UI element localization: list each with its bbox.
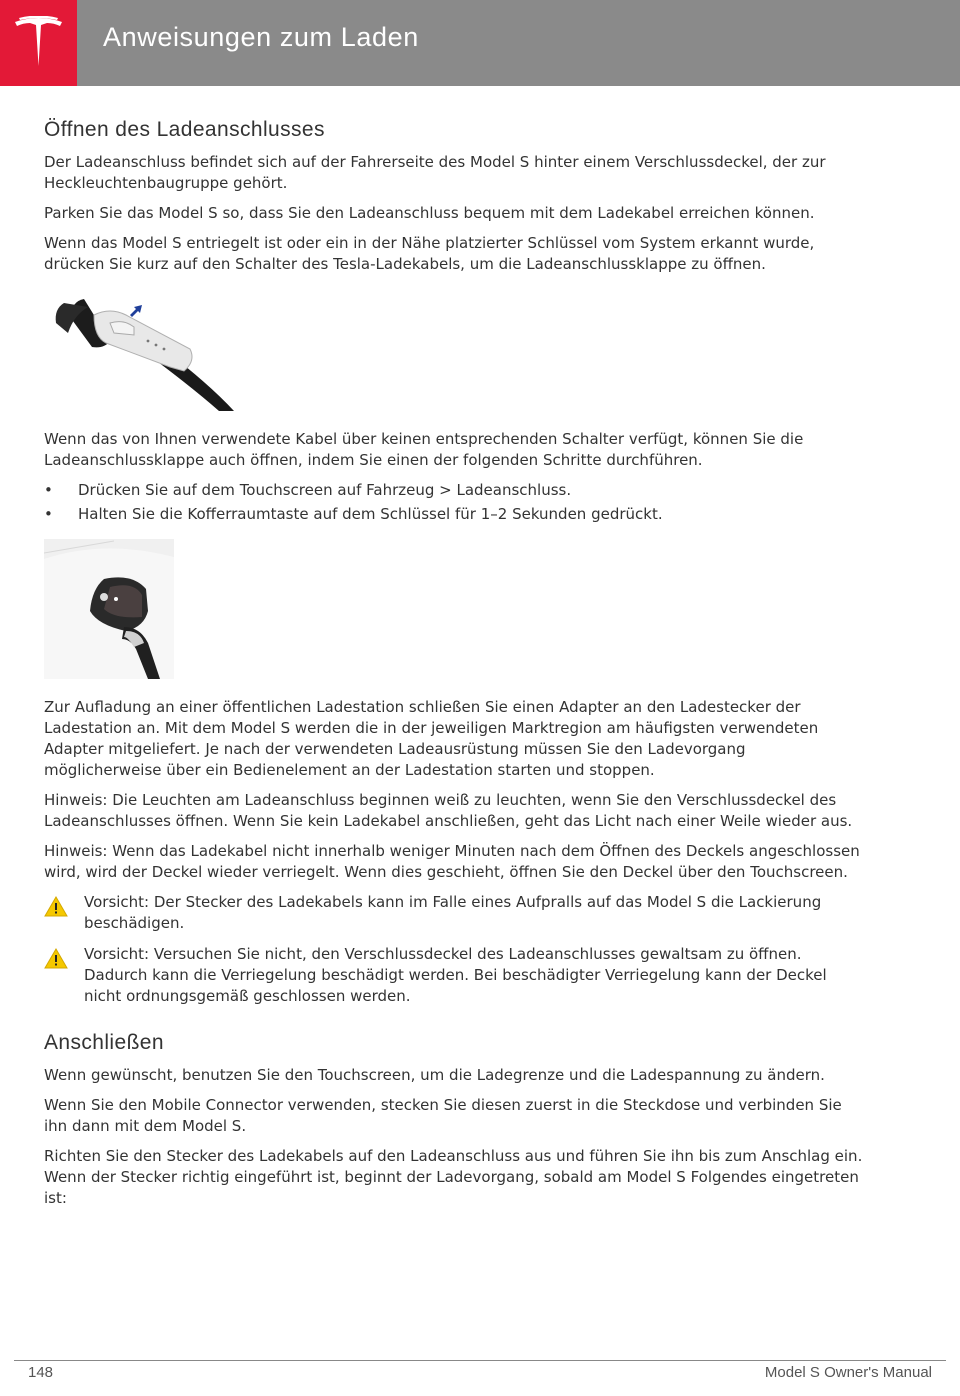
manual-name: Model S Owner's Manual (764, 1364, 932, 1381)
page-number: 148 (28, 1364, 54, 1381)
caution-text: Vorsicht: Der Stecker des Ladekabels kann im Falle eines Aufpralls auf das Model S die Lackierung beschädigen. (84, 893, 822, 932)
note: Hinweis: Wenn das Ladekabel nicht innerhalb weniger Minuten nach dem Öffnen des Deckels angeschlossen wird, wird der Deckel wieder verriegelt. Wenn dies geschieht, öffnen Sie den Deckel über den Touchscreen. (44, 842, 860, 881)
paragraph: Wenn Sie den Mobile Connector verwenden, stecken Sie diesen zuerst in die Steckdose und verbinden Sie ihn dann mit dem Model S. (44, 1096, 842, 1135)
list-item: • Halten Sie die Kofferraumtaste auf dem Schlüssel für 1–2 Sekunden gedrückt. (44, 505, 663, 523)
section-heading-connect: Anschließen (44, 1031, 164, 1054)
list-item: • Drücken Sie auf dem Touchscreen auf Fahrzeug > Ladeanschluss. (44, 481, 572, 499)
paragraph: Wenn das Model S entriegelt ist oder ein in der Nähe platzierter Schlüssel vom System erkannt wurde, drücken Sie kurz auf den Schalter des Tesla-Ladekabels, um die Ladeanschlussklappe zu öffnen. (44, 234, 815, 273)
car-charge-port-illustration (44, 539, 174, 679)
charge-handle-illustration (44, 289, 234, 411)
section-heading-open-port: Öffnen des Ladeanschlusses (44, 118, 325, 141)
page-title: Anweisungen zum Laden (103, 22, 419, 52)
paragraph: Wenn das von Ihnen verwendete Kabel über keinen entsprechenden Schalter verfügt, können Sie die Ladeanschlussklappe auch öffnen, indem Sie einen der folgenden Schritte durchführen. (44, 430, 804, 469)
tesla-logo-icon (13, 16, 64, 72)
warning-icon (44, 896, 68, 917)
note: Hinweis: Die Leuchten am Ladeanschluss beginnen weiß zu leuchten, wenn Sie den Verschlussdeckel des Ladeanschlusses öffnen. Wenn Sie kein Ladekabel anschließen, geht das Licht nach einer Weile wieder aus. (44, 791, 853, 830)
main-content (44, 118, 864, 1218)
caution-box (44, 892, 864, 934)
paragraph: Richten Sie den Stecker des Ladekabels auf den Ladeanschluss aus und führen Sie ihn bis zum Anschlag ein. Wenn der Stecker richtig eingeführt ist, beginnt der Ladevorgang, sobald am Model S Folgendes eingetreten ist: (44, 1147, 863, 1207)
warning-icon (44, 948, 68, 969)
bullet-icon: • (44, 505, 53, 523)
paragraph: Zur Aufladung an einer öffentlichen Ladestation schließen Sie einen Adapter an den Ladestecker der Ladestation an. Mit dem Model S werden die in der jeweiligen Marktregion am häufigsten verwendeten Adapter mitgeliefert. Je nach der verwendeten Ladeausrüstung müssen Sie den Ladevorgang möglicherweise über ein Bedienelement an der Ladestation starten und stoppen. (44, 698, 819, 779)
footer-divider (14, 1360, 946, 1361)
options-list (44, 480, 864, 525)
paragraph: Der Ladeanschluss befindet sich auf der Fahrerseite des Model S hinter einem Verschlussdeckel, der zur Heckleuchtenbaugruppe gehört. (44, 153, 826, 192)
tesla-logo (0, 0, 77, 86)
page-header (0, 0, 960, 86)
paragraph: Parken Sie das Model S so, dass Sie den Ladeanschluss bequem mit dem Ladekabel erreichen können. (44, 204, 815, 222)
paragraph: Wenn gewünscht, benutzen Sie den Touchscreen, um die Ladegrenze und die Ladespannung zu ändern. (44, 1066, 825, 1084)
caution-text: Vorsicht: Versuchen Sie nicht, den Verschlussdeckel des Ladeanschlusses gewaltsam zu öffnen. Dadurch kann die Verriegelung beschädigt werden. Bei beschädigter Verriegelung kann der Deckel nicht ordnungsgemäß geschlossen werden. (84, 945, 827, 1005)
caution-box (44, 944, 864, 1007)
bullet-icon: • (44, 481, 53, 499)
